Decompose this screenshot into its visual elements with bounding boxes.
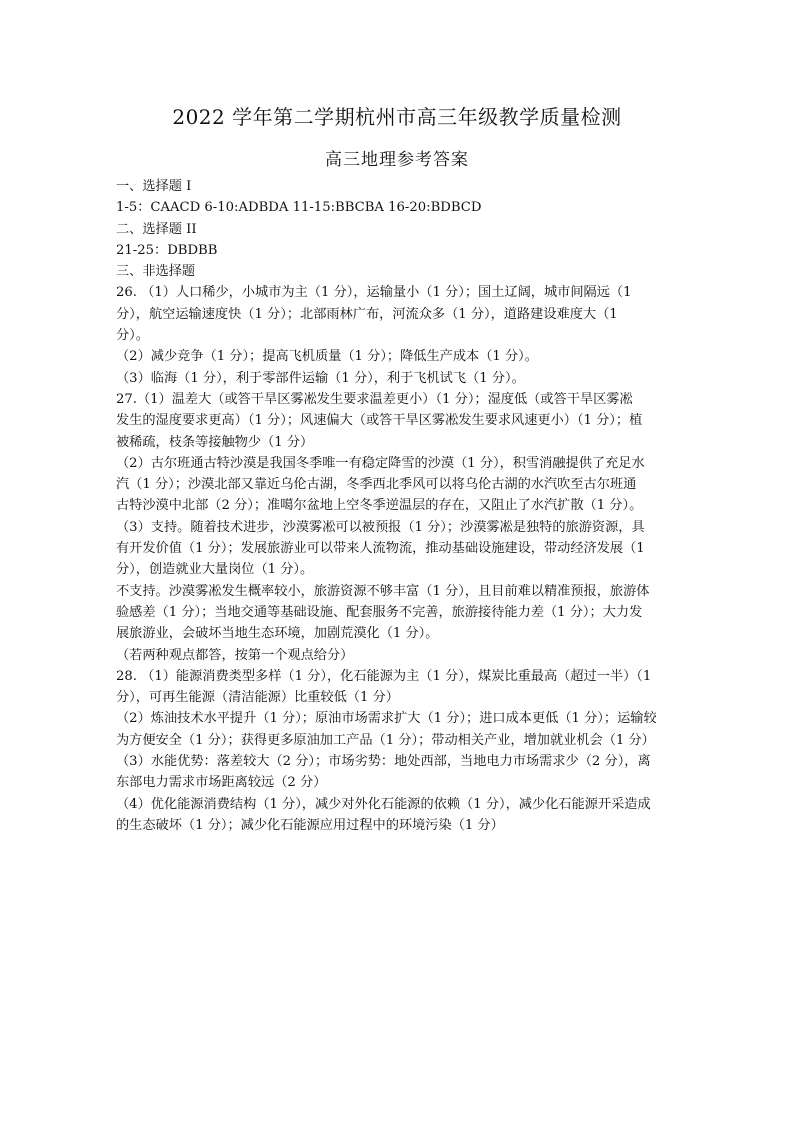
answer-line: 21-25：DBDBB [116, 242, 218, 258]
answer-line: 验感差（1 分）；当地交通等基础设施、配套服务不完善，旅游接待能力差（1 分）；大力发 [116, 604, 643, 620]
answer-line: （2）炼油技术水平提升（1 分）；原油市场需求扩大（1 分）；进口成本更低（1 分）；运输较 [116, 711, 657, 727]
answer-line: （4）优化能源消费结构（1 分），减少对外化石能源的依赖（1 分），减少化石能源开采造成 [116, 796, 651, 812]
answer-line: 分），航空运输速度快（1 分）；北部雨林广布，河流众多（1 分），道路建设难度大（1 [116, 306, 618, 322]
answer-line: 的生态破坏（1 分）；减少化石能源应用过程中的环境污染（1 分） [116, 817, 504, 833]
answer-line: 28. （1）能源消费类型多样（1 分），化石能源为主（1 分），煤炭比重最高（超过一半）（1 [116, 668, 652, 684]
answer-line: （3）支持。随着技术进步，沙漠雾凇可以被预报（1 分）；沙漠雾凇是独特的旅游资源，具 [116, 519, 645, 535]
answer-line: （2）古尔班通古特沙漠是我国冬季唯一有稳定降雪的沙漠（1 分），积雪消融提供了充足水 [116, 455, 645, 471]
answer-line: 有开发价值（1 分）；发展旅游业可以带来人流物流，推动基础设施建设，带动经济发展（1 [116, 541, 645, 557]
answer-content [116, 176, 684, 836]
document-subtitle: 高三地理参考答案 [325, 150, 469, 170]
answer-line: 被稀疏，枝条等接触物少（1 分） [116, 434, 314, 450]
answer-line: 27.（1）温差大（或答干旱区雾凇发生要求温差更小）（1 分）；湿度低（或答干旱区雾凇 [116, 391, 633, 407]
document-title: 2022 学年第二学期杭州市高三年级教学质量检测 [172, 105, 622, 129]
answer-line: 1-5：CAACD 6-10:ADBDA 11-15:BBCBA 16-20:BDBCD [116, 200, 482, 216]
answer-line: 展旅游业，会破坏当地生态环境，加剧荒漠化（1 分）。 [116, 626, 439, 642]
answer-line: 汽（1 分）；沙漠北部又靠近乌伦古湖，冬季西北季风可以将乌伦古湖的水汽吹至古尔班通 [116, 477, 637, 493]
section-heading-choice-1: 一、选择题 I [116, 179, 192, 194]
answer-line: 分），创造就业大量岗位（1 分）。 [116, 562, 314, 578]
answer-line: 为方便安全（1 分）；获得更多原油加工产品（1 分）；带动相关产业，增加就业机会（1 分） [116, 732, 655, 748]
answer-line: 不支持。沙漠雾凇发生概率较小，旅游资源不够丰富（1 分），且目前难以精准预报，旅游体 [116, 583, 650, 599]
answer-line: 东部电力需求市场距离较远（2 分） [116, 775, 327, 791]
answer-line: 分）。 [116, 328, 149, 344]
answer-line: 26. （1）人口稀少，小城市为主（1 分），运输量小（1 分）；国土辽阔，城市间隔远（1 [116, 285, 632, 301]
grading-note: （若两种观点都答，按第一个观点给分） [116, 647, 354, 663]
answer-line: （3）临海（1 分），利于零部件运输（1 分），利于飞机试飞（1 分）。 [116, 370, 525, 386]
answer-line: （3）水能优势：落差较大（2 分）；市场劣势：地处西部，当地电力市场需求少（2 分），离 [116, 754, 651, 770]
answer-line: 发生的湿度要求更高）（1 分）；风速偏大（或答干旱区雾凇发生要求风速更小）（1 分）；植 [116, 413, 643, 429]
section-heading-non-choice: 三、非选择题 [116, 264, 196, 280]
answer-line: 古特沙漠中北部（2 分）；准噶尔盆地上空冬季逆温层的存在，又阻止了水汽扩散（1 分）。 [116, 498, 643, 514]
answer-line: 分），可再生能源（清洁能源）比重较低（1 分） [116, 690, 399, 706]
section-heading-choice-2: 二、选择题 II [116, 221, 197, 237]
answer-line: （2）减少竞争（1 分）；提高飞机质量（1 分）；降低生产成本（1 分）。 [116, 349, 538, 365]
